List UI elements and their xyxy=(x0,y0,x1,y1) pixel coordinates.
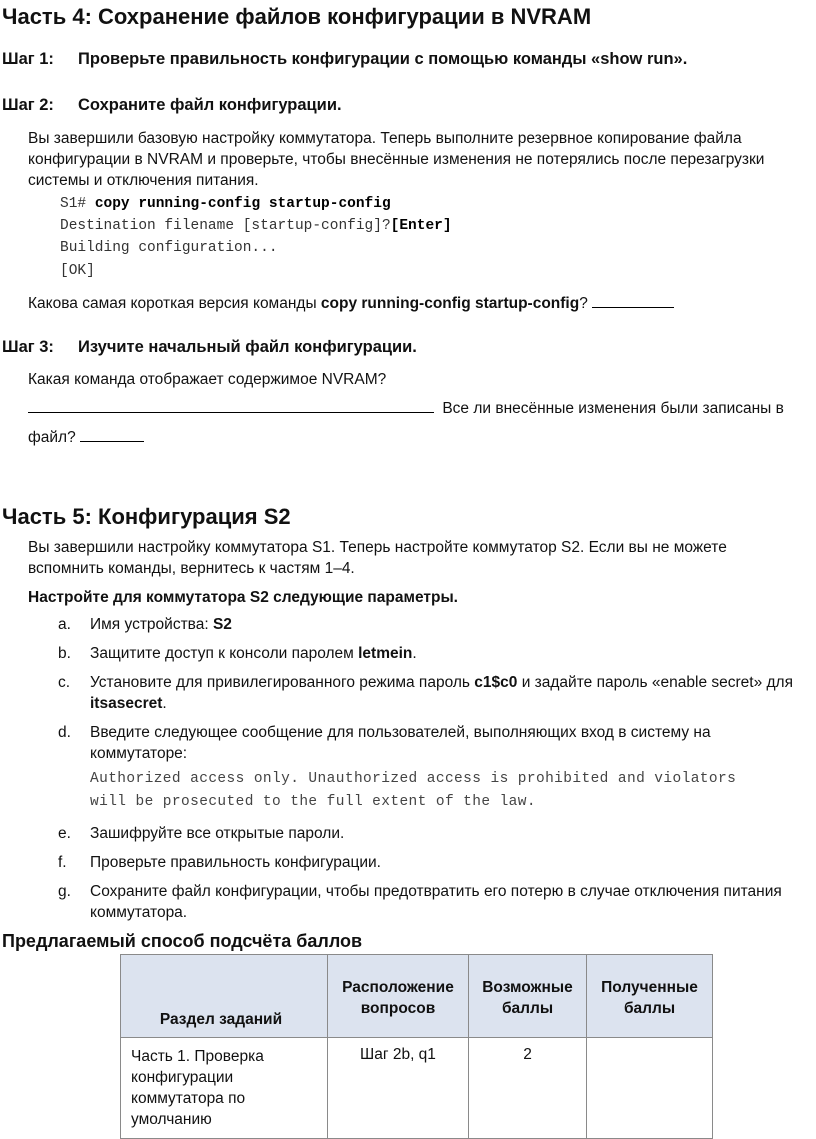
changes-saved-blank[interactable] xyxy=(80,427,144,442)
part5-subheading: Настройте для коммутатора S2 следующие параметры. xyxy=(28,589,458,606)
cli-line-2 xyxy=(60,218,452,234)
item-letter: e. xyxy=(58,825,71,842)
step1-text: Проверьте правильность конфигурации с помощью команды «show run». xyxy=(78,50,688,68)
item-letter: d. xyxy=(58,724,71,741)
cli-line-4: [OK] xyxy=(60,263,95,279)
header-possible-points: Возможные баллы xyxy=(469,955,587,1038)
step3-number: Шаг 3: xyxy=(2,338,54,356)
step3-heading xyxy=(2,338,417,357)
step1-heading xyxy=(2,50,687,69)
step3-text: Изучите начальный файл конфигурации. xyxy=(78,338,417,356)
step2-heading xyxy=(2,96,342,115)
changes-saved-line-2 xyxy=(28,427,144,448)
step2-number: Шаг 2: xyxy=(2,96,54,114)
header-earned-points: Полученные баллы xyxy=(587,955,713,1038)
cli-command: copy running-config startup-config xyxy=(94,196,391,212)
scoring-title: Предлагаемый способ подсчёта баллов xyxy=(2,931,363,951)
table-header-row xyxy=(121,955,713,1038)
part5-title: Часть 5: Конфигурация S2 xyxy=(2,504,291,529)
item-text xyxy=(90,614,232,635)
answer-blank[interactable] xyxy=(592,293,674,308)
period: . xyxy=(162,695,167,712)
scoring-table xyxy=(120,954,713,1139)
question-command: copy running-config startup-config xyxy=(320,295,580,312)
cli-line-3: Building configuration... xyxy=(60,240,278,256)
changes-saved-question: Все ли внесённые изменения были записаны в xyxy=(442,400,784,417)
step1-number: Шаг 1: xyxy=(2,50,54,68)
task-section-cell: Часть 1. Проверка конфигурации коммутатора по умолчанию xyxy=(121,1038,328,1139)
header-question-location: Расположение вопросов xyxy=(328,955,469,1038)
enable-secret-value: itsasecret xyxy=(90,695,163,712)
item-letter: c. xyxy=(58,674,71,691)
privileged-password-label: Установите для привилегированного режима пароль xyxy=(90,674,475,691)
nvram-answer-line xyxy=(28,398,784,419)
item-letter: g. xyxy=(58,883,71,900)
earned-points-cell[interactable] xyxy=(587,1038,713,1139)
item-text xyxy=(90,643,417,664)
period: . xyxy=(412,645,417,662)
banner-message-line-1: Authorized access only. Unauthorized access is prohibited and violators xyxy=(90,771,737,787)
item-text: Проверьте правильность конфигурации. xyxy=(90,854,381,871)
possible-points-cell: 2 xyxy=(469,1038,587,1139)
question-mark: ? xyxy=(579,295,588,312)
item-letter: b. xyxy=(58,645,71,662)
enable-secret-label: и задайте пароль «enable secret» для xyxy=(517,674,793,691)
header-task-section: Раздел заданий xyxy=(121,955,328,1038)
banner-message-line-2: will be prosecuted to the full extent of the law. xyxy=(90,794,536,810)
question-location-cell: Шаг 2b, q1 xyxy=(328,1038,469,1139)
nvram-answer-blank[interactable] xyxy=(28,398,434,413)
privileged-password-value: c1$c0 xyxy=(474,674,518,691)
cli-enter-key: [Enter] xyxy=(390,218,452,234)
cli-destination-prompt: Destination filename [startup-config]? xyxy=(60,218,391,234)
cli-prompt: S1# xyxy=(60,196,95,212)
item-letter: f. xyxy=(58,854,67,871)
item-text xyxy=(90,672,816,714)
cli-line-1 xyxy=(60,196,391,212)
item-text: Сохраните файл конфигурации, чтобы предотвратить его потерю в случае отключения питания коммутатора. xyxy=(90,883,782,921)
nvram-question: Какая команда отображает содержимое NVRAM? xyxy=(28,371,387,388)
question-text: Какова самая короткая версия команды xyxy=(28,295,321,312)
shortest-command-question xyxy=(28,293,674,314)
console-password-label: Защитите доступ к консоли паролем xyxy=(90,645,359,662)
console-password-value: letmein xyxy=(358,645,413,662)
item-text: Зашифруйте все открытые пароли. xyxy=(90,825,345,842)
device-name-value: S2 xyxy=(212,616,232,633)
table-row xyxy=(121,1038,713,1139)
step2-text: Сохраните файл конфигурации. xyxy=(78,96,342,114)
part4-title: Часть 4: Сохранение файлов конфигурации в NVRAM xyxy=(2,4,592,29)
part5-paragraph: Вы завершили настройку коммутатора S1. Теперь настройте коммутатор S2. Если вы не можете вспомнить команды, вернитесь к частям 1–4. xyxy=(28,539,727,577)
step2-paragraph: Вы завершили базовую настройку коммутатора. Теперь выполните резервное копирование файла конфигурации в NVRAM и проверьте, чтобы внесённые изменения не потерялись после перезагрузки системы и отключения питания. xyxy=(28,130,765,189)
device-name-label: Имя устройства: xyxy=(90,616,213,633)
changes-saved-question-end: файл? xyxy=(28,429,76,446)
item-letter: a. xyxy=(58,616,71,633)
item-text: Введите следующее сообщение для пользователей, выполняющих вход в систему на коммутаторе: xyxy=(90,724,711,762)
